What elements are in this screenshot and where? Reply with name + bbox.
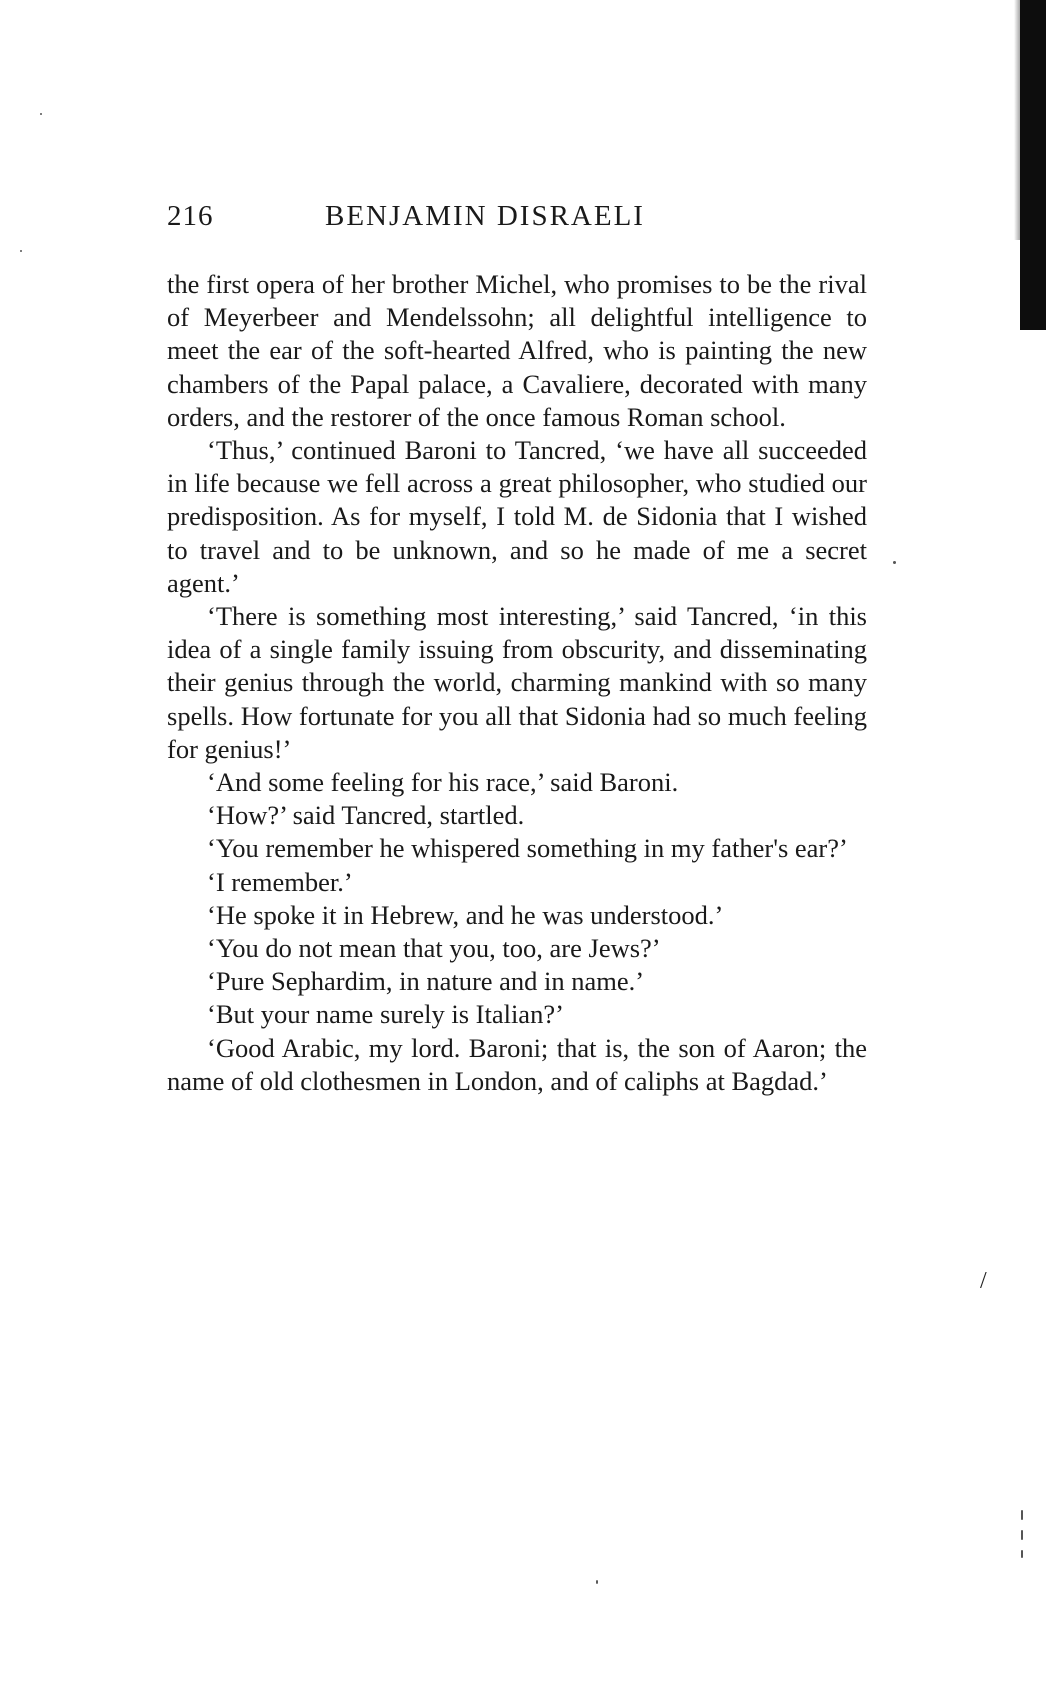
paragraph: ‘You do not mean that you, too, are Jews?’ [207, 933, 661, 964]
margin-mark: / [980, 1268, 987, 1294]
scan-speck [20, 250, 22, 252]
page-number: 216 [167, 200, 214, 232]
running-title: BENJAMIN DISRAELI [325, 200, 645, 232]
paragraph-continuation: the first opera of her brother Michel, who promises to be the rival of Meyerbeer and Mendelssohn; all delightful intelligence to meet the ear of the soft-hearted Alfred, who is painting the new chambers of the Papal palace, a Cavaliere, decorated with many orders, and the restorer of the once famous Roman school. [167, 269, 867, 432]
paragraph: ‘But your name surely is Italian?’ [207, 999, 564, 1030]
scan-speck [596, 1580, 598, 1584]
paragraph: ‘Thus,’ continued Baroni to Tancred, ‘we have all succeeded in life because we fell across a great philosopher, who studied our predisposition. As for myself, I told M. de Sidonia that I wished to travel and to be unknown, and so he made of me a secret agent.’ [167, 435, 867, 598]
paragraph: ‘There is something most interesting,’ said Tancred, ‘in this idea of a single family issuing from obscurity, and disseminating their genius through the world, charming mankind with so many spells. How fortunate for you all that Sidonia had so much feeling for genius!’ [167, 601, 867, 764]
paragraph: ‘I remember.’ [207, 866, 353, 897]
body-text [167, 268, 867, 1098]
paragraph: ‘How?’ said Tancred, startled. [207, 800, 525, 831]
paragraph: ‘He spoke it in Hebrew, and he was understood.’ [207, 899, 724, 930]
scan-speck [1021, 1530, 1023, 1540]
paragraph: ‘Pure Sephardim, in nature and in name.’ [207, 966, 645, 997]
paragraph: ‘And some feeling for his race,’ said Baroni. [207, 767, 679, 798]
scan-speck [1021, 1550, 1023, 1558]
page-edge-shadow [1020, 0, 1046, 330]
scan-speck [1021, 1510, 1023, 1520]
scan-speck [893, 561, 896, 564]
paragraph: ‘Good Arabic, my lord. Baroni; that is, the son of Aaron; the name of old clothesmen in London, and of caliphs at Bagdad.’ [167, 1032, 867, 1096]
paragraph: ‘You remember he whispered something in my father's ear?’ [207, 833, 848, 864]
running-head [167, 200, 727, 240]
scan-speck [40, 113, 42, 115]
